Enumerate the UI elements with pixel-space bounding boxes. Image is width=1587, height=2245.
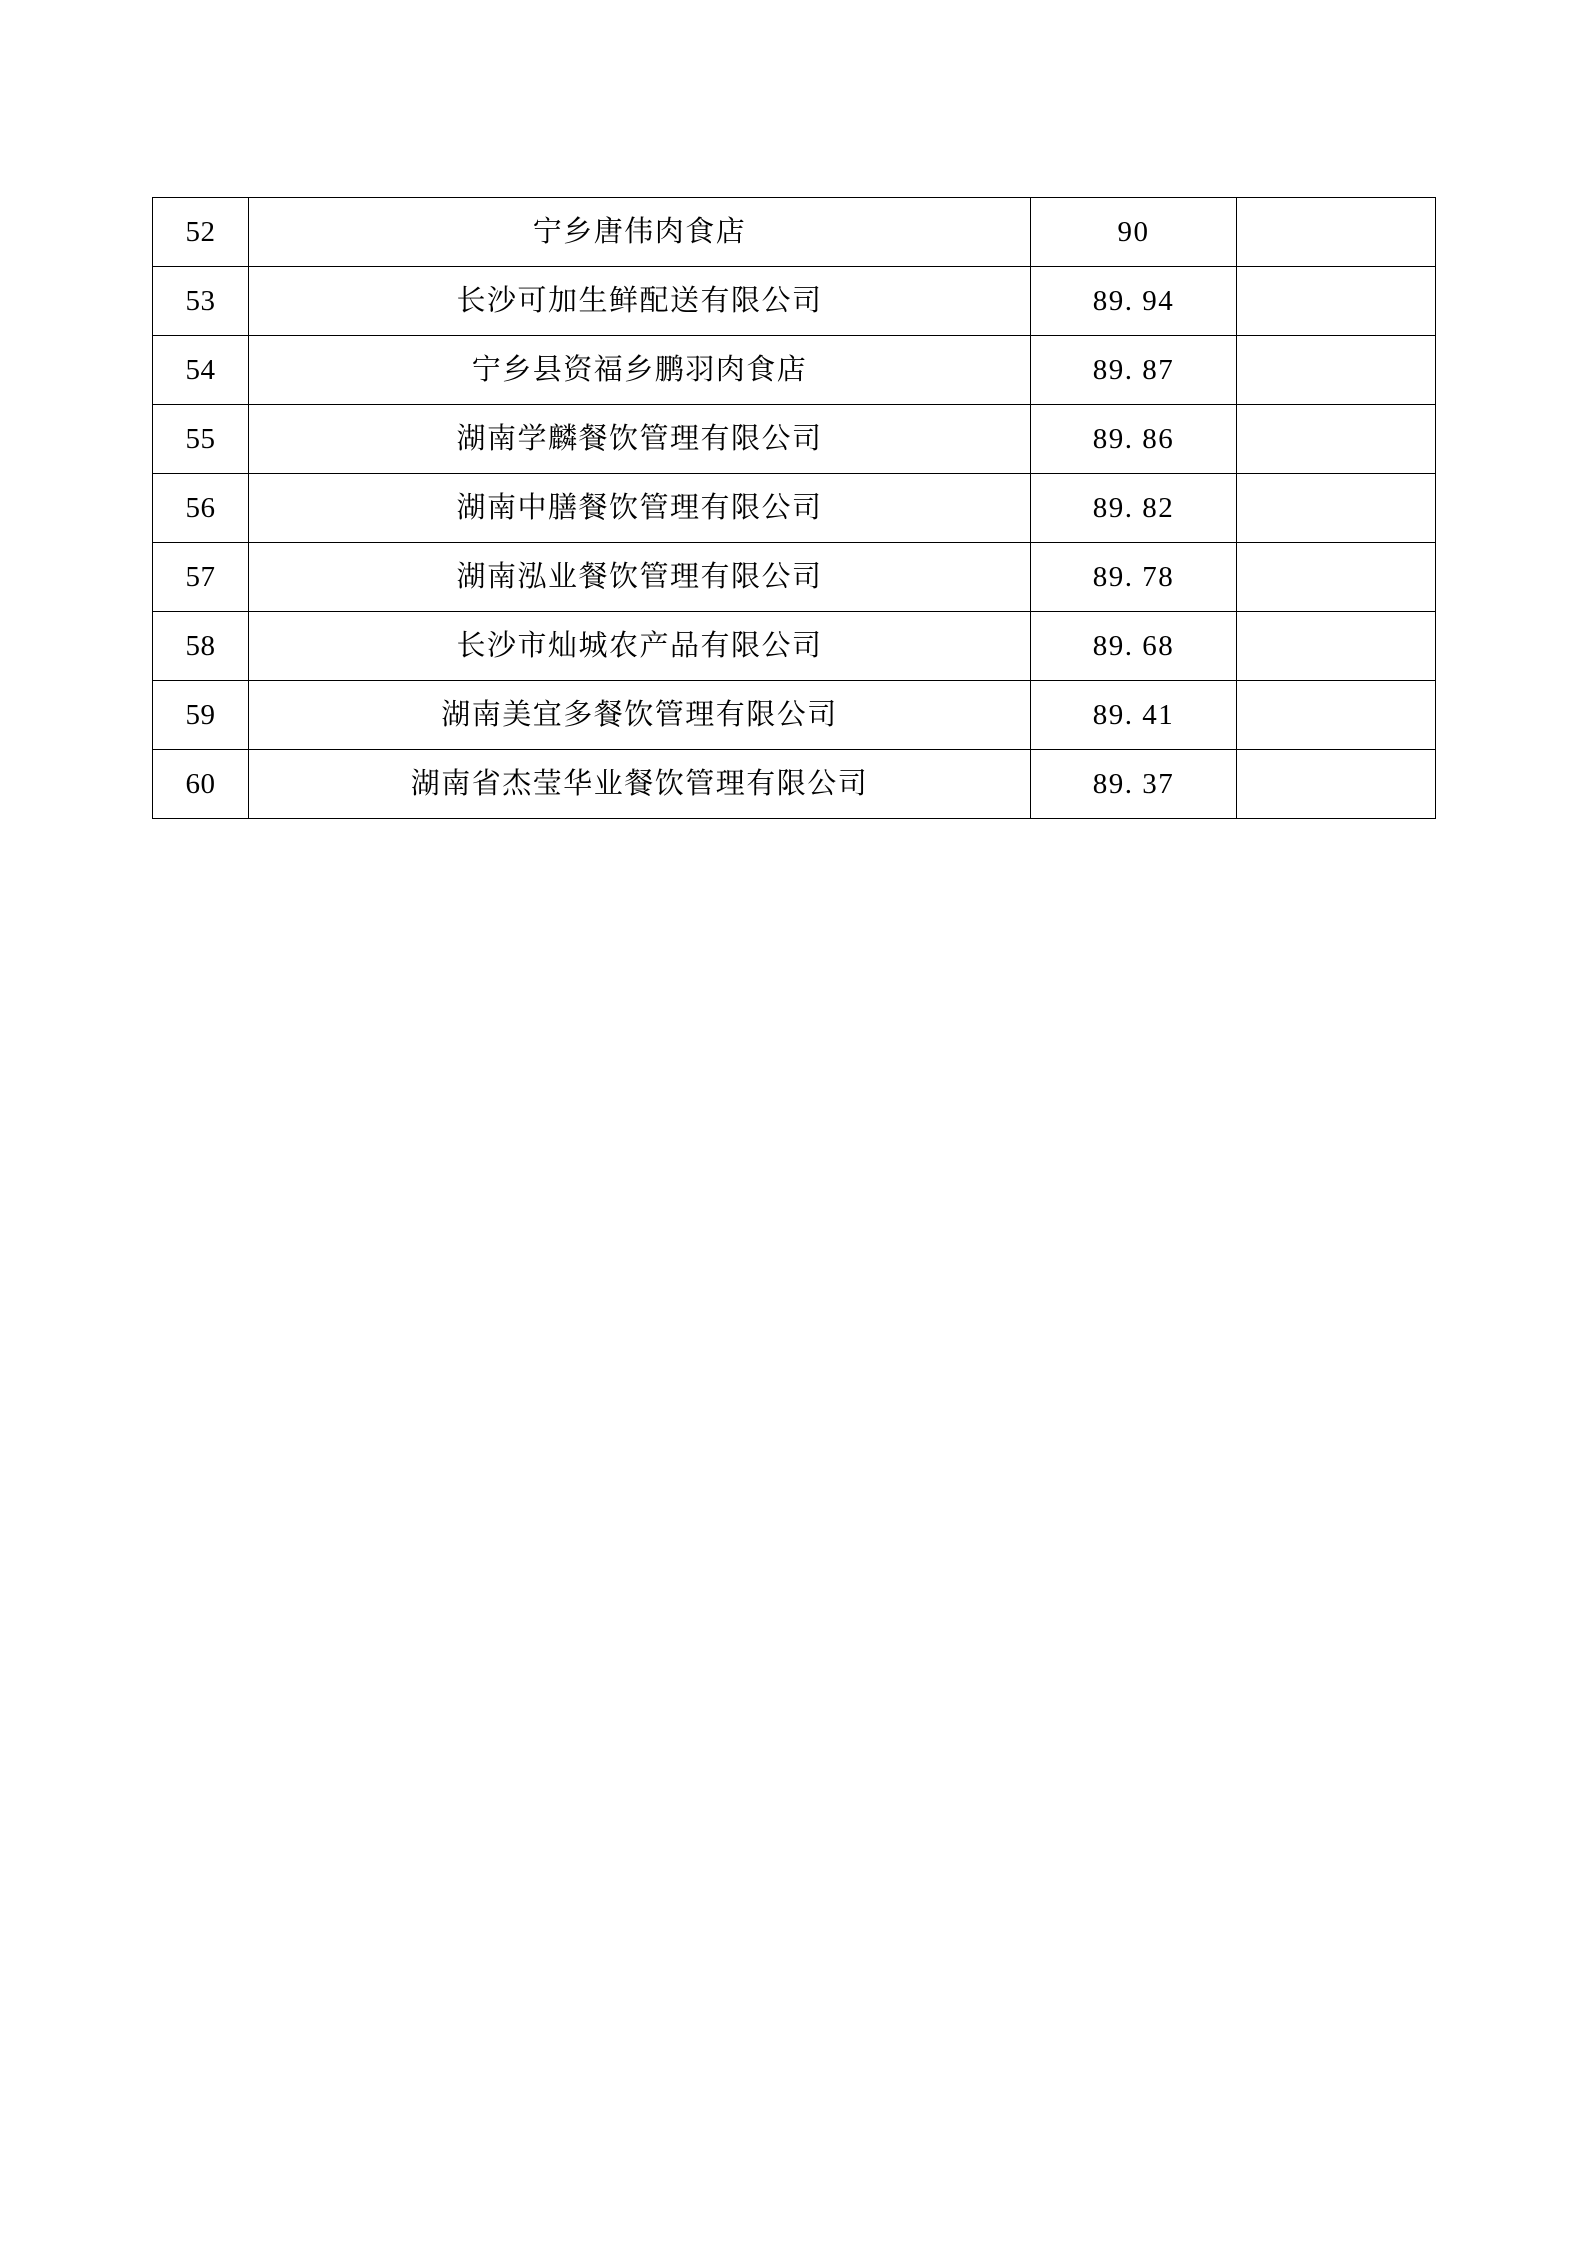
row-note bbox=[1237, 405, 1436, 474]
row-rank: 60 bbox=[153, 750, 249, 819]
row-name: 宁乡县资福乡鹏羽肉食店 bbox=[249, 336, 1031, 405]
row-note bbox=[1237, 267, 1436, 336]
table-row bbox=[153, 681, 1436, 750]
row-rank: 58 bbox=[153, 612, 249, 681]
table-row bbox=[153, 198, 1436, 267]
row-score: 89. 68 bbox=[1031, 612, 1237, 681]
row-note bbox=[1237, 543, 1436, 612]
row-rank: 57 bbox=[153, 543, 249, 612]
table-row bbox=[153, 267, 1436, 336]
row-name: 湖南中膳餐饮管理有限公司 bbox=[249, 474, 1031, 543]
row-rank: 53 bbox=[153, 267, 249, 336]
row-rank: 56 bbox=[153, 474, 249, 543]
row-rank: 52 bbox=[153, 198, 249, 267]
row-name: 宁乡唐伟肉食店 bbox=[249, 198, 1031, 267]
row-note bbox=[1237, 474, 1436, 543]
score-table bbox=[152, 197, 1436, 819]
row-note bbox=[1237, 336, 1436, 405]
row-name: 湖南泓业餐饮管理有限公司 bbox=[249, 543, 1031, 612]
row-score: 90 bbox=[1031, 198, 1237, 267]
row-name: 长沙市灿城农产品有限公司 bbox=[249, 612, 1031, 681]
row-score: 89. 87 bbox=[1031, 336, 1237, 405]
row-note bbox=[1237, 750, 1436, 819]
table-row bbox=[153, 750, 1436, 819]
table-row bbox=[153, 474, 1436, 543]
row-rank: 59 bbox=[153, 681, 249, 750]
row-score: 89. 86 bbox=[1031, 405, 1237, 474]
table-row bbox=[153, 612, 1436, 681]
row-name: 湖南省杰莹华业餐饮管理有限公司 bbox=[249, 750, 1031, 819]
row-score: 89. 94 bbox=[1031, 267, 1237, 336]
row-note bbox=[1237, 681, 1436, 750]
row-rank: 55 bbox=[153, 405, 249, 474]
row-score: 89. 37 bbox=[1031, 750, 1237, 819]
table-row bbox=[153, 543, 1436, 612]
row-score: 89. 78 bbox=[1031, 543, 1237, 612]
row-name: 长沙可加生鲜配送有限公司 bbox=[249, 267, 1031, 336]
table-row bbox=[153, 336, 1436, 405]
row-score: 89. 82 bbox=[1031, 474, 1237, 543]
row-score: 89. 41 bbox=[1031, 681, 1237, 750]
score-table-body bbox=[153, 198, 1436, 819]
table-row bbox=[153, 405, 1436, 474]
row-name: 湖南美宜多餐饮管理有限公司 bbox=[249, 681, 1031, 750]
row-rank: 54 bbox=[153, 336, 249, 405]
score-table-container bbox=[152, 197, 1435, 819]
row-note bbox=[1237, 612, 1436, 681]
row-note bbox=[1237, 198, 1436, 267]
row-name: 湖南学麟餐饮管理有限公司 bbox=[249, 405, 1031, 474]
